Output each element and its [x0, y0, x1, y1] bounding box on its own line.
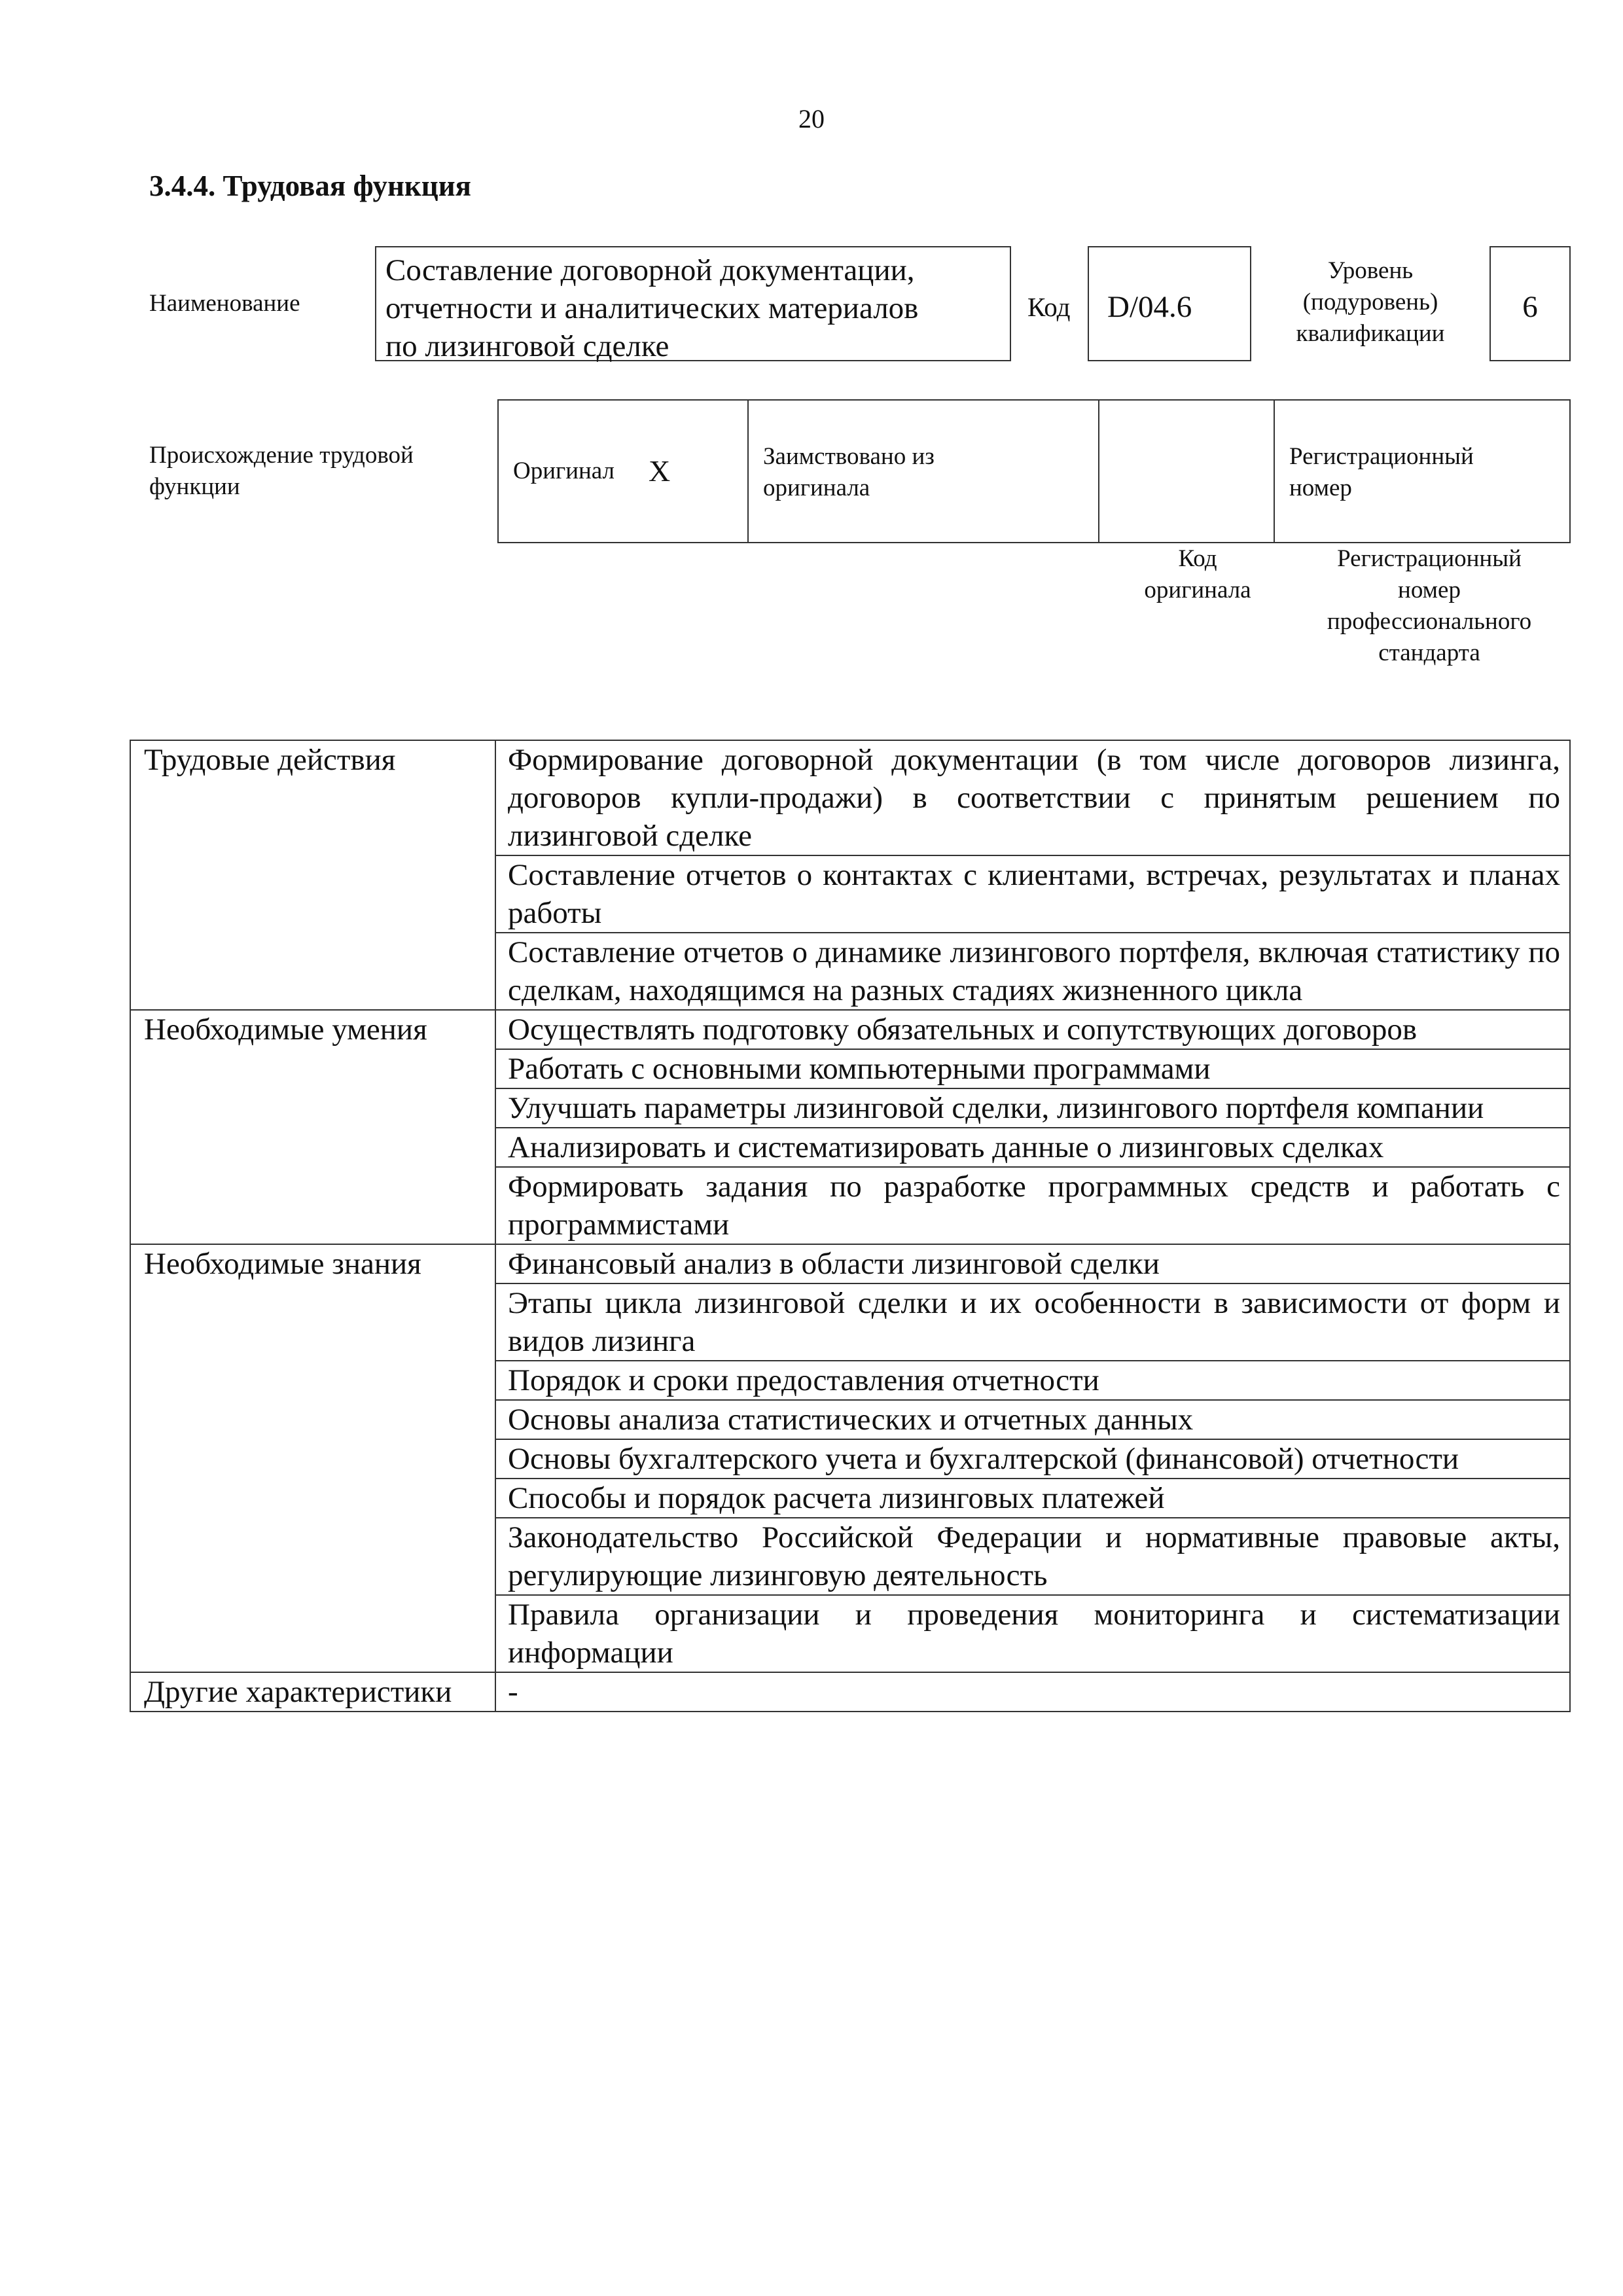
caption-line: Код [1178, 545, 1217, 572]
reg-number-cell [1275, 401, 1569, 542]
reg-label-line: Регистрационный [1289, 443, 1474, 470]
level-label-line: квалификации [1296, 320, 1445, 347]
caption-line: стандарта [1378, 639, 1480, 666]
function-name-box [375, 246, 1011, 361]
caption-line: оригинала [1144, 577, 1251, 603]
caption-line: профессионального [1327, 608, 1532, 635]
table-cell: Порядок и сроки предоставления отчетности [495, 1361, 1570, 1400]
original-code-cell [1099, 401, 1275, 542]
caption-line: номер [1398, 577, 1461, 603]
level-box [1489, 246, 1571, 361]
original-mark: X [649, 454, 671, 488]
table-cell: - [495, 1672, 1570, 1712]
table-cell: Правила организации и проведения мониторинга и систематизации информации [495, 1595, 1570, 1672]
borrowed-label-line: Заимствовано из [763, 443, 935, 470]
table-cell: Способы и порядок расчета лизинговых платежей [495, 1479, 1570, 1518]
table-row [130, 1244, 1570, 1283]
table-cell: Составление отчетов о динамике лизингового портфеля, включая статистику по сделкам, находящимся на разных стадиях жизненного цикла [495, 933, 1570, 1010]
function-details-table [130, 740, 1571, 1712]
section-title: 3.4.4. Трудовая функция [149, 170, 472, 202]
table-cell: Этапы цикла лизинговой сделки и их особенности в зависимости от форм и видов лизинга [495, 1283, 1570, 1361]
level-label-line: (подуровень) [1302, 289, 1438, 315]
function-name-line: по лизинговой сделке [385, 329, 669, 363]
page-number: 20 [798, 104, 825, 134]
original-label: Оригинал [513, 457, 615, 484]
borrowed-label-line: оригинала [763, 475, 870, 501]
original-cell [499, 401, 749, 542]
code-value: D/04.6 [1107, 290, 1192, 324]
table-row [130, 1010, 1570, 1049]
table-cell: Формирование договорной документации (в том числе договоров лизинга, договоров купли-продажи) в соответствии с принятым решением по лизинговой сделке [495, 740, 1570, 855]
table-cell: Финансовый анализ в области лизинговой сделки [495, 1244, 1570, 1283]
table-cell: Основы бухгалтерского учета и бухгалтерской (финансовой) отчетности [495, 1439, 1570, 1479]
table-cell: Формировать задания по разработке программных средств и работать с программистами [495, 1167, 1570, 1244]
name-label: Наименование [149, 290, 300, 317]
function-name-line: Составление договорной документации, [385, 253, 915, 287]
table-cell: Осуществлять подготовку обязательных и сопутствующих договоров [495, 1010, 1570, 1049]
origin-label-line: функции [149, 473, 240, 500]
code-label: Код [1027, 292, 1071, 322]
reg-label-line: номер [1289, 475, 1352, 501]
table-cell: Анализировать и систематизировать данные о лизинговых сделках [495, 1128, 1570, 1167]
origin-label-line: Происхождение трудовой [149, 442, 414, 469]
category-cell: Другие характеристики [130, 1672, 495, 1712]
code-box [1088, 246, 1251, 361]
original-code-caption [1099, 543, 1296, 606]
reg-number-caption [1285, 543, 1573, 669]
table-row [130, 1672, 1570, 1712]
origin-table [497, 399, 1571, 543]
table-cell: Составление отчетов о контактах с клиентами, встречах, результатах и планах работы [495, 855, 1570, 933]
table-row [130, 740, 1570, 855]
category-cell: Трудовые действия [130, 740, 495, 1010]
table-cell: Законодательство Российской Федерации и нормативные правовые акты, регулирующие лизинговую деятельность [495, 1518, 1570, 1595]
borrowed-cell [749, 401, 1099, 542]
table-cell: Основы анализа статистических и отчетных данных [495, 1400, 1570, 1439]
category-cell: Необходимые знания [130, 1244, 495, 1672]
level-value: 6 [1522, 290, 1538, 324]
origin-label [149, 440, 490, 503]
level-label [1272, 255, 1469, 350]
table-cell: Улучшать параметры лизинговой сделки, лизингового портфеля компании [495, 1088, 1570, 1128]
category-cell: Необходимые умения [130, 1010, 495, 1244]
level-label-line: Уровень [1327, 257, 1414, 284]
table-cell: Работать с основными компьютерными программами [495, 1049, 1570, 1088]
function-name-line: отчетности и аналитических материалов [385, 291, 919, 325]
caption-line: Регистрационный [1337, 545, 1522, 572]
